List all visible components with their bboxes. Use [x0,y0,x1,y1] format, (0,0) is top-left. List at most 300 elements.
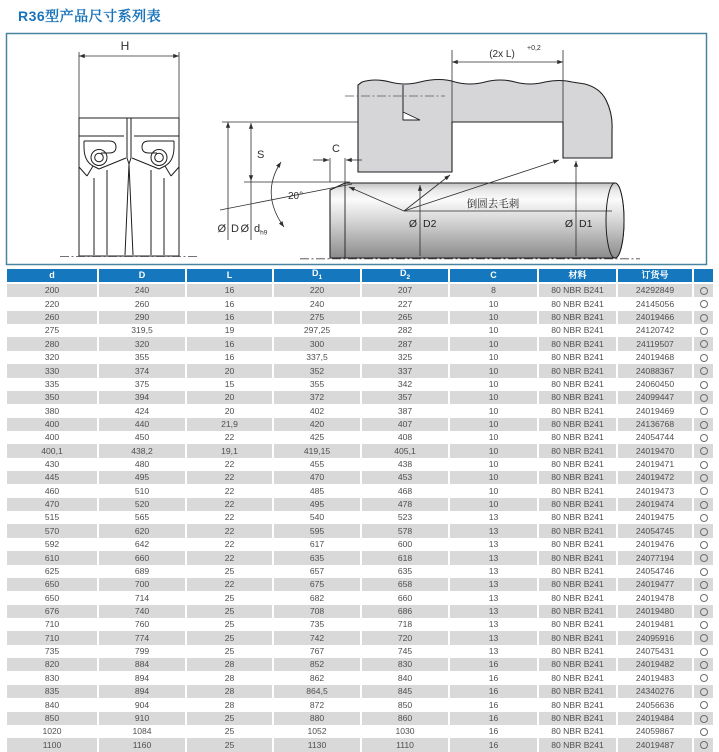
table-cell: 405,1 [362,444,448,457]
table-cell: 1052 [274,725,360,738]
table-cell: 845 [362,685,448,698]
table-cell: 13 [450,645,537,658]
dim-D-dia-sign: Ø [217,223,226,235]
table-cell: 618 [362,551,448,564]
table-cell: 10 [450,471,537,484]
table-cell: 440 [99,418,185,431]
table-cell: 10 [450,404,537,417]
table-cell: 25 [187,645,272,658]
table-cell: 660 [362,591,448,604]
table-cell: 220 [7,297,97,310]
availability-icon [700,634,708,642]
availability-icon [700,674,708,682]
availability-cell [694,471,713,484]
availability-cell [694,605,713,618]
table-cell: 595 [274,524,360,537]
table-cell: 355 [274,378,360,391]
table-cell: 24088367 [618,364,692,377]
table-cell: 24019477 [618,578,692,591]
table-cell: 319,5 [99,324,185,337]
column-header-C: C [450,269,537,284]
table-cell: 80 NBR B241 [539,431,616,444]
column-header-D: D [99,269,185,284]
table-cell: 80 NBR B241 [539,337,616,350]
table-cell: 19 [187,324,272,337]
table-cell: 24019468 [618,351,692,364]
table-cell: 592 [7,538,97,551]
table-cell: 424 [99,404,185,417]
table-cell: 850 [362,698,448,711]
table-cell: 80 NBR B241 [539,738,616,751]
table-cell: 565 [99,511,185,524]
table-cell: 495 [274,498,360,511]
availability-cell [694,431,713,444]
availability-cell [694,712,713,725]
table-cell: 600 [362,538,448,551]
availability-icon [700,581,708,589]
table-cell: 24019487 [618,738,692,751]
table-row [7,725,713,738]
table-cell: 742 [274,631,360,644]
table-row [7,671,713,684]
table-cell: 872 [274,698,360,711]
table-cell: 24019483 [618,671,692,684]
availability-cell [694,631,713,644]
table-cell: 13 [450,605,537,618]
availability-cell [694,351,713,364]
table-cell: 22 [187,511,272,524]
table-cell: 24095916 [618,631,692,644]
table-row [7,364,713,377]
table-cell: 10 [450,337,537,350]
technical-drawing [0,0,719,268]
table-cell: 13 [450,631,537,644]
table-cell: 28 [187,671,272,684]
table-cell: 80 NBR B241 [539,671,616,684]
table-cell: 287 [362,337,448,350]
table-cell: 24019478 [618,591,692,604]
availability-icon [700,461,708,469]
table-cell: 430 [7,458,97,471]
table-cell: 720 [362,631,448,644]
availability-icon [700,528,708,536]
table-cell: 15 [187,378,272,391]
table-cell: 16 [187,284,272,297]
availability-cell [694,538,713,551]
table-cell: 1110 [362,738,448,751]
table-cell: 718 [362,618,448,631]
column-header-D: $D_2$ [362,269,448,284]
table-cell: 24019481 [618,618,692,631]
table-cell: 22 [187,498,272,511]
table-cell: 24019484 [618,712,692,725]
table-row [7,498,713,511]
table-cell: 80 NBR B241 [539,444,616,457]
table-cell: 275 [274,311,360,324]
table-cell: 22 [187,578,272,591]
table-cell: 80 NBR B241 [539,484,616,497]
availability-icon [700,501,708,509]
availability-icon [700,701,708,709]
table-cell: 740 [99,605,185,618]
column-header-材料: 材料 [539,269,616,284]
table-row [7,404,713,417]
table-cell: 28 [187,685,272,698]
table-cell: 830 [7,671,97,684]
availability-cell [694,484,713,497]
table-cell: 408 [362,431,448,444]
table-cell: 714 [99,591,185,604]
availability-cell [694,658,713,671]
table-row [7,511,713,524]
table-cell: 862 [274,671,360,684]
availability-cell [694,551,713,564]
table-cell: 25 [187,565,272,578]
table-cell: 22 [187,538,272,551]
table-row [7,618,713,631]
table-cell: 300 [274,337,360,350]
table-cell: 24136768 [618,418,692,431]
table-cell: 1030 [362,725,448,738]
table-row [7,418,713,431]
table-cell: 10 [450,324,537,337]
table-cell: 80 NBR B241 [539,565,616,578]
size-table-container [5,269,714,752]
table-cell: 400 [7,418,97,431]
dim-S-label: S [257,149,265,161]
table-row [7,351,713,364]
table-cell: 682 [274,591,360,604]
table-cell: 342 [362,378,448,391]
table-cell: 80 NBR B241 [539,605,616,618]
table-cell: 22 [187,458,272,471]
table-cell: 10 [450,351,537,364]
dim-D1-label: D1 [579,218,593,230]
table-cell: 80 NBR B241 [539,698,616,711]
table-cell: 25 [187,738,272,751]
table-cell: 24019472 [618,471,692,484]
table-cell: 400,1 [7,444,97,457]
table-header-row [7,269,713,284]
table-cell: 355 [99,351,185,364]
table-cell: 407 [362,418,448,431]
table-cell: 910 [99,712,185,725]
table-row [7,658,713,671]
table-cell: 10 [450,458,537,471]
table-cell: 25 [187,605,272,618]
table-cell: 28 [187,658,272,671]
availability-icon [700,568,708,576]
table-cell: 24019469 [618,404,692,417]
table-cell: 799 [99,645,185,658]
table-cell: 438,2 [99,444,185,457]
availability-icon [700,487,708,495]
table-cell: 635 [274,551,360,564]
availability-icon [700,728,708,736]
dim-d-dia-sign: Ø [240,223,249,235]
table-cell: 700 [99,578,185,591]
table-cell: 610 [7,551,97,564]
table-cell: 689 [99,565,185,578]
table-cell: 625 [7,565,97,578]
table-cell: 1130 [274,738,360,751]
table-cell: 24075431 [618,645,692,658]
table-cell: 80 NBR B241 [539,498,616,511]
table-cell: 20 [187,391,272,404]
table-cell: 80 NBR B241 [539,324,616,337]
availability-cell [694,685,713,698]
table-cell: 735 [274,618,360,631]
table-cell: 290 [99,311,185,324]
table-cell: 13 [450,591,537,604]
table-cell: 80 NBR B241 [539,458,616,471]
table-cell: 10 [450,498,537,511]
table-cell: 80 NBR B241 [539,538,616,551]
table-cell: 676 [7,605,97,618]
table-row [7,578,713,591]
table-cell: 24056636 [618,698,692,711]
table-row [7,631,713,644]
table-cell: 658 [362,578,448,591]
table-cell: 16 [187,311,272,324]
table-cell: 710 [7,618,97,631]
availability-icon [700,541,708,549]
table-cell: 13 [450,538,537,551]
availability-cell [694,284,713,297]
table-cell: 80 NBR B241 [539,418,616,431]
table-cell: 24019471 [618,458,692,471]
table-cell: 16 [187,337,272,350]
table-row [7,444,713,457]
table-cell: 850 [7,712,97,725]
table-cell: 22 [187,431,272,444]
shaft-end-face [606,183,624,258]
availability-cell [694,591,713,604]
availability-icon [700,594,708,602]
table-cell: 13 [450,551,537,564]
table-cell: 840 [362,671,448,684]
table-cell: 485 [274,484,360,497]
table-cell: 265 [362,311,448,324]
availability-icon [700,367,708,375]
table-cell: 24054744 [618,431,692,444]
header-row [7,269,713,284]
column-header-marker [694,269,713,284]
dim-D2-label: D2 [423,218,437,230]
availability-icon [700,474,708,482]
table-cell: 20 [187,404,272,417]
availability-cell [694,578,713,591]
table-cell: 24099447 [618,391,692,404]
availability-icon [700,688,708,696]
table-cell: 80 NBR B241 [539,311,616,324]
availability-cell [694,565,713,578]
deburr-note: 倒圆去毛刺 [466,198,520,210]
table-cell: 840 [7,698,97,711]
table-cell: 357 [362,391,448,404]
table-cell: 13 [450,524,537,537]
table-cell: 450 [99,431,185,444]
availability-cell [694,645,713,658]
table-cell: 320 [7,351,97,364]
table-row [7,311,713,324]
table-row [7,565,713,578]
availability-cell [694,404,713,417]
table-cell: 372 [274,391,360,404]
column-header-D: $D_1$ [274,269,360,284]
table-cell: 774 [99,631,185,644]
table-cell: 240 [274,297,360,310]
table-cell: 425 [274,431,360,444]
table-cell: 438 [362,458,448,471]
table-cell: 80 NBR B241 [539,685,616,698]
availability-cell [694,524,713,537]
table-cell: 80 NBR B241 [539,378,616,391]
table-cell: 10 [450,431,537,444]
table-cell: 894 [99,685,185,698]
table-cell: 325 [362,351,448,364]
table-cell: 16 [450,685,537,698]
table-cell: 24019475 [618,511,692,524]
table-cell: 19,1 [187,444,272,457]
table-cell: 24059867 [618,725,692,738]
table-cell: 25 [187,725,272,738]
table-cell: 24019482 [618,658,692,671]
table-cell: 80 NBR B241 [539,297,616,310]
angle-label: 20° [288,191,304,202]
table-row [7,284,713,297]
availability-icon [700,648,708,656]
table-cell: 1020 [7,725,97,738]
table-cell: 10 [450,444,537,457]
table-cell: 16 [450,671,537,684]
table-cell: 80 NBR B241 [539,471,616,484]
table-body [7,284,713,752]
table-cell: 675 [274,578,360,591]
availability-icon [700,300,708,308]
table-cell: 80 NBR B241 [539,551,616,564]
table-cell: 24120742 [618,324,692,337]
availability-cell [694,364,713,377]
availability-icon [700,340,708,348]
table-cell: 25 [187,712,272,725]
table-cell: 16 [450,725,537,738]
table-row [7,591,713,604]
table-cell: 80 NBR B241 [539,658,616,671]
table-cell: 515 [7,511,97,524]
table-cell: 80 NBR B241 [539,712,616,725]
table-cell: 884 [99,658,185,671]
table-cell: 642 [99,538,185,551]
availability-cell [694,458,713,471]
table-cell: 520 [99,498,185,511]
table-cell: 1160 [99,738,185,751]
dim-C-label: C [332,143,340,155]
table-cell: 16 [450,658,537,671]
availability-icon [700,621,708,629]
seal-cross-section [79,118,179,256]
table-cell: 374 [99,364,185,377]
column-header-订货号: 订货号 [618,269,692,284]
table-cell: 320 [99,337,185,350]
availability-icon [700,381,708,389]
table-cell: 445 [7,471,97,484]
availability-cell [694,698,713,711]
table-cell: 80 NBR B241 [539,391,616,404]
table-cell: 25 [187,618,272,631]
table-cell: 400 [7,431,97,444]
table-cell: 337,5 [274,351,360,364]
availability-cell [694,297,713,310]
table-cell: 8 [450,284,537,297]
table-cell: 16 [450,698,537,711]
table-cell: 617 [274,538,360,551]
table-cell: 80 NBR B241 [539,404,616,417]
table-cell: 578 [362,524,448,537]
table-cell: 80 NBR B241 [539,631,616,644]
table-cell: 820 [7,658,97,671]
table-cell: 24119507 [618,337,692,350]
availability-cell [694,324,713,337]
table-cell: 1084 [99,725,185,738]
table-cell: 24060450 [618,378,692,391]
table-cell: 25 [187,631,272,644]
availability-icon [700,394,708,402]
table-cell: 80 NBR B241 [539,725,616,738]
table-row [7,324,713,337]
table-cell: 10 [450,484,537,497]
availability-icon [700,314,708,322]
table-cell: 16 [450,712,537,725]
availability-cell [694,378,713,391]
availability-cell [694,671,713,684]
table-cell: 207 [362,284,448,297]
table-cell: 80 NBR B241 [539,618,616,631]
table-cell: 894 [99,671,185,684]
table-row [7,458,713,471]
availability-cell [694,498,713,511]
table-cell: 375 [99,378,185,391]
table-cell: 660 [99,551,185,564]
availability-cell [694,444,713,457]
table-cell: 380 [7,404,97,417]
table-cell: 80 NBR B241 [539,524,616,537]
table-cell: 227 [362,297,448,310]
table-cell: 260 [7,311,97,324]
table-cell: 735 [7,645,97,658]
page-title: R36型产品尺寸系列表 [18,8,162,24]
table-cell: 80 NBR B241 [539,511,616,524]
table-cell: 16 [187,351,272,364]
table-cell: 495 [99,471,185,484]
table-cell: 24340276 [618,685,692,698]
size-table [5,269,715,752]
table-cell: 22 [187,551,272,564]
table-cell: 24019480 [618,605,692,618]
availability-icon [700,608,708,616]
dim-2xL-label: (2x L) [489,49,515,60]
table-cell: 710 [7,631,97,644]
table-cell: 24077194 [618,551,692,564]
availability-cell [694,337,713,350]
table-cell: 337 [362,364,448,377]
table-row [7,431,713,444]
table-cell: 25 [187,591,272,604]
table-row [7,738,713,751]
availability-cell [694,618,713,631]
table-cell: 650 [7,578,97,591]
table-cell: 24019474 [618,498,692,511]
